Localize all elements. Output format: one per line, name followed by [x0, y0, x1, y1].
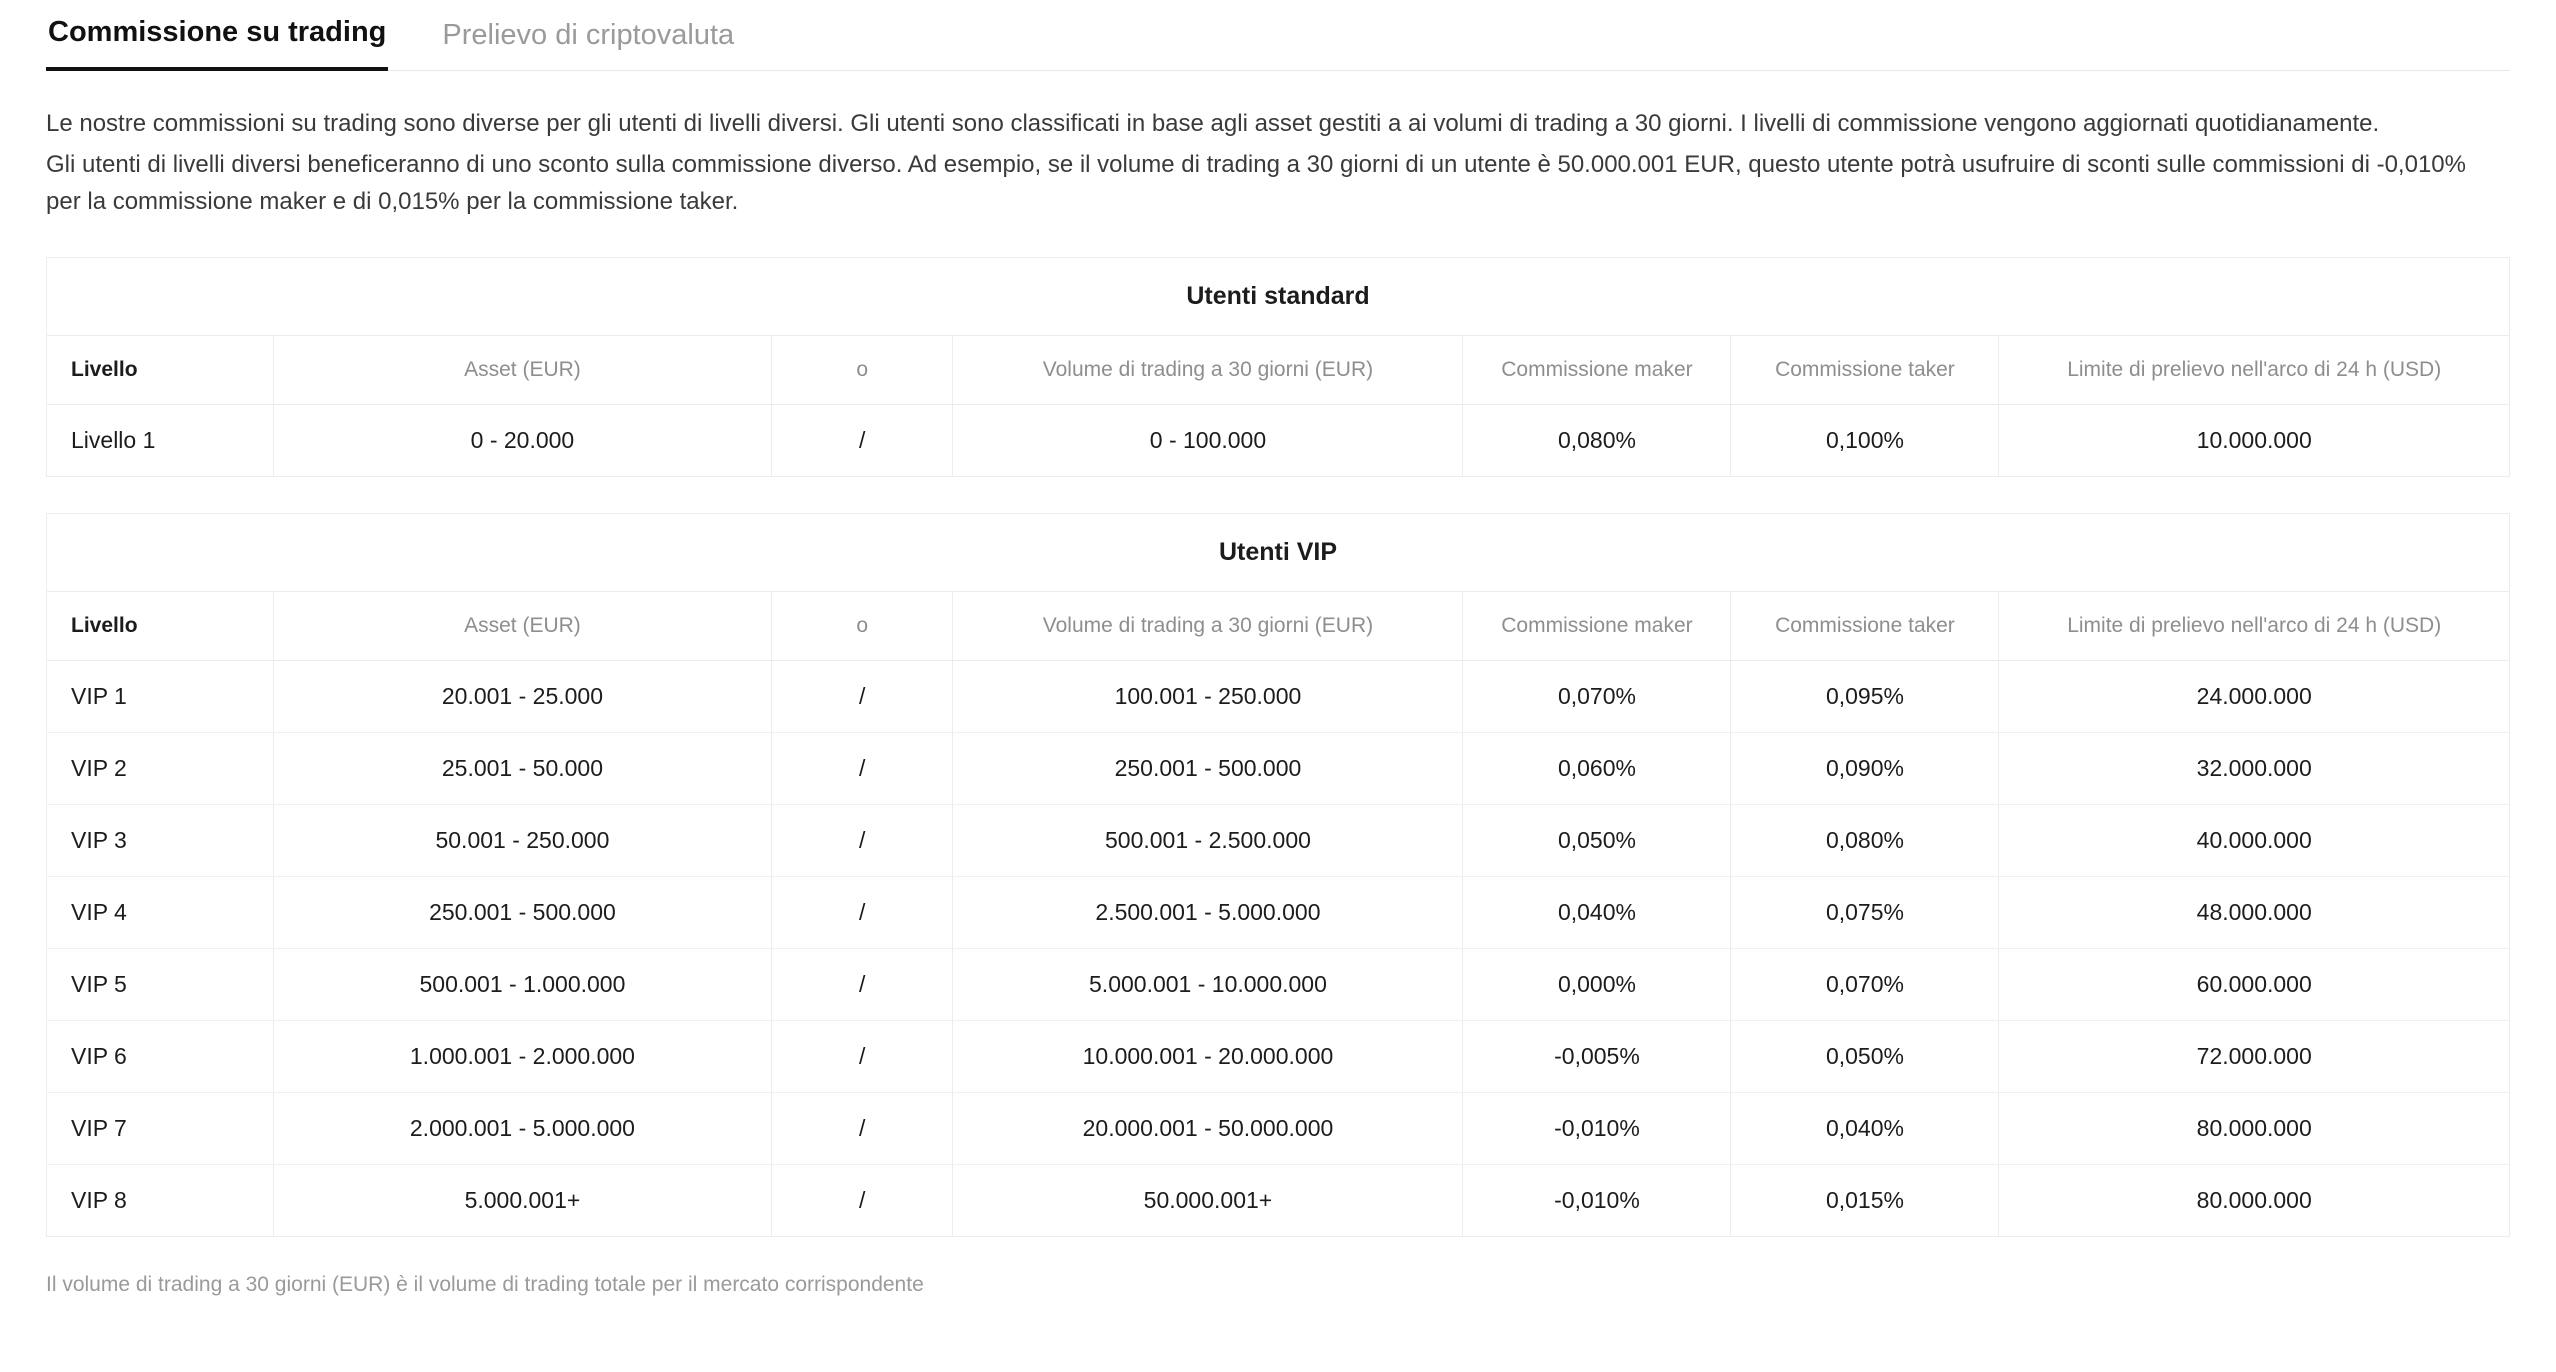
column-header-level: Livello [47, 592, 273, 661]
cell-maker-fee: -0,010% [1463, 1164, 1731, 1236]
cell-maker-fee: 0,050% [1463, 804, 1731, 876]
cell-asset: 1.000.001 - 2.000.000 [273, 1020, 771, 1092]
cell-asset: 20.001 - 25.000 [273, 660, 771, 732]
cell-volume: 500.001 - 2.500.000 [953, 804, 1463, 876]
table-row [47, 804, 2509, 876]
standard-users-table [47, 258, 2509, 476]
cell-level: VIP 4 [47, 876, 273, 948]
cell-taker-fee: 0,070% [1731, 948, 1999, 1020]
cell-taker-fee: 0,090% [1731, 732, 1999, 804]
cell-or: / [771, 1092, 953, 1164]
tab-trading-fee[interactable] [46, 8, 388, 71]
cell-level: VIP 6 [47, 1020, 273, 1092]
table-row [47, 1164, 2509, 1236]
standard-users-body [47, 404, 2509, 476]
standard-users-table-card [46, 257, 2510, 477]
column-header-withdrawal-limit: Limite di prelievo nell'arco di 24 h (USD) [1999, 336, 2509, 405]
column-header-withdrawal-limit: Limite di prelievo nell'arco di 24 h (USD) [1999, 592, 2509, 661]
cell-or: / [771, 1020, 953, 1092]
table-header-row [47, 592, 2509, 661]
cell-level: VIP 5 [47, 948, 273, 1020]
intro-paragraph-2: Gli utenti di livelli diversi beneficeranno di uno sconto sulla commissione diverso. Ad esempio, se il volume di trading a 30 giorni di un utente è 50.000.001 EUR, questo utente potrà usufruire di sconti sulle commissioni di -0,010% per la commissione maker e di 0,015% per la commissione taker. [46, 151, 2466, 216]
cell-or: / [771, 732, 953, 804]
cell-or: / [771, 804, 953, 876]
cell-taker-fee: 0,095% [1731, 660, 1999, 732]
footnote: Il volume di trading a 30 giorni (EUR) è il volume di trading totale per il mercato corrispondente [46, 1272, 924, 1296]
cell-maker-fee: 0,000% [1463, 948, 1731, 1020]
cell-withdrawal-limit: 48.000.000 [1999, 876, 2509, 948]
table-row [47, 660, 2509, 732]
cell-withdrawal-limit: 60.000.000 [1999, 948, 2509, 1020]
column-header-maker-fee: Commissione maker [1463, 336, 1731, 405]
cell-maker-fee: 0,060% [1463, 732, 1731, 804]
cell-asset: 5.000.001+ [273, 1164, 771, 1236]
cell-taker-fee: 0,040% [1731, 1092, 1999, 1164]
standard-users-title: Utenti standard [47, 258, 2509, 336]
intro-paragraph-1: Le nostre commissioni su trading sono diverse per gli utenti di livelli diversi. Gli utenti sono classificati in base agli asset gestiti a ai volumi di trading a 30 giorni. I livelli di commissione vengono aggiornati quotidianamente. [46, 110, 2380, 137]
cell-volume: 0 - 100.000 [953, 404, 1463, 476]
cell-withdrawal-limit: 72.000.000 [1999, 1020, 2509, 1092]
tab-crypto-withdrawal-label: Prelievo di criptovaluta [442, 19, 735, 51]
cell-maker-fee: 0,080% [1463, 404, 1731, 476]
cell-asset: 500.001 - 1.000.000 [273, 948, 771, 1020]
column-header-or: o [771, 592, 953, 661]
cell-maker-fee: 0,070% [1463, 660, 1731, 732]
vip-users-title: Utenti VIP [47, 514, 2509, 592]
cell-level: VIP 1 [47, 660, 273, 732]
column-header-volume: Volume di trading a 30 giorni (EUR) [953, 336, 1463, 405]
column-header-taker-fee: Commissione taker [1731, 336, 1999, 405]
column-header-asset: Asset (EUR) [273, 336, 771, 405]
vip-users-table-card [46, 513, 2510, 1237]
cell-asset: 0 - 20.000 [273, 404, 771, 476]
vip-users-body [47, 660, 2509, 1236]
cell-withdrawal-limit: 80.000.000 [1999, 1092, 2509, 1164]
cell-or: / [771, 404, 953, 476]
column-header-or: o [771, 336, 953, 405]
tab-bar [46, 0, 2510, 71]
cell-volume: 100.001 - 250.000 [953, 660, 1463, 732]
intro-text [46, 105, 2486, 221]
tab-trading-fee-label: Commissione su trading [48, 16, 387, 48]
cell-level: VIP 3 [47, 804, 273, 876]
cell-asset: 25.001 - 50.000 [273, 732, 771, 804]
table-row [47, 732, 2509, 804]
cell-level: VIP 8 [47, 1164, 273, 1236]
standard-users-header [47, 336, 2509, 405]
cell-maker-fee: -0,005% [1463, 1020, 1731, 1092]
column-header-maker-fee: Commissione maker [1463, 592, 1731, 661]
cell-volume: 20.000.001 - 50.000.000 [953, 1092, 1463, 1164]
table-row [47, 1092, 2509, 1164]
cell-volume: 250.001 - 500.000 [953, 732, 1463, 804]
cell-maker-fee: -0,010% [1463, 1092, 1731, 1164]
cell-withdrawal-limit: 80.000.000 [2196, 1186, 2312, 1213]
table-header-row [47, 336, 2509, 405]
column-header-volume: Volume di trading a 30 giorni (EUR) [953, 592, 1463, 661]
cell-asset: 2.000.001 - 5.000.000 [273, 1092, 771, 1164]
cell-taker-fee: 0,015% [1731, 1164, 1999, 1236]
cell-asset: 50.001 - 250.000 [273, 804, 771, 876]
cell-or: / [771, 660, 953, 732]
vip-users-header [47, 592, 2509, 661]
table-row [47, 876, 2509, 948]
column-header-asset: Asset (EUR) [273, 592, 771, 661]
cell-maker-fee: 0,040% [1463, 876, 1731, 948]
cell-withdrawal-limit: 32.000.000 [1999, 732, 2509, 804]
cell-level: VIP 7 [47, 1092, 273, 1164]
table-row [47, 404, 2509, 476]
cell-asset: 250.001 - 500.000 [273, 876, 771, 948]
cell-taker-fee: 0,100% [1731, 404, 1999, 476]
cell-volume: 2.500.001 - 5.000.000 [953, 876, 1463, 948]
cell-taker-fee: 0,050% [1731, 1020, 1999, 1092]
cell-withdrawal-limit: 40.000.000 [1999, 804, 2509, 876]
tab-crypto-withdrawal[interactable] [440, 11, 736, 70]
column-header-taker-fee: Commissione taker [1731, 592, 1999, 661]
table-row [47, 1020, 2509, 1092]
cell-volume: 5.000.001 - 10.000.000 [953, 948, 1463, 1020]
cell-withdrawal-limit: 10.000.000 [2196, 426, 2312, 453]
cell-withdrawal-limit: 24.000.000 [1999, 660, 2509, 732]
vip-users-table [47, 514, 2509, 1236]
cell-level: VIP 2 [47, 732, 273, 804]
cell-or: / [771, 1164, 953, 1236]
cell-taker-fee: 0,075% [1731, 876, 1999, 948]
column-header-level: Livello [47, 336, 273, 405]
cell-or: / [771, 948, 953, 1020]
cell-or: / [771, 876, 953, 948]
cell-volume: 50.000.001+ [953, 1164, 1463, 1236]
cell-volume: 10.000.001 - 20.000.000 [953, 1020, 1463, 1092]
cell-level: Livello 1 [47, 404, 273, 476]
cell-taker-fee: 0,080% [1731, 804, 1999, 876]
table-row [47, 948, 2509, 1020]
